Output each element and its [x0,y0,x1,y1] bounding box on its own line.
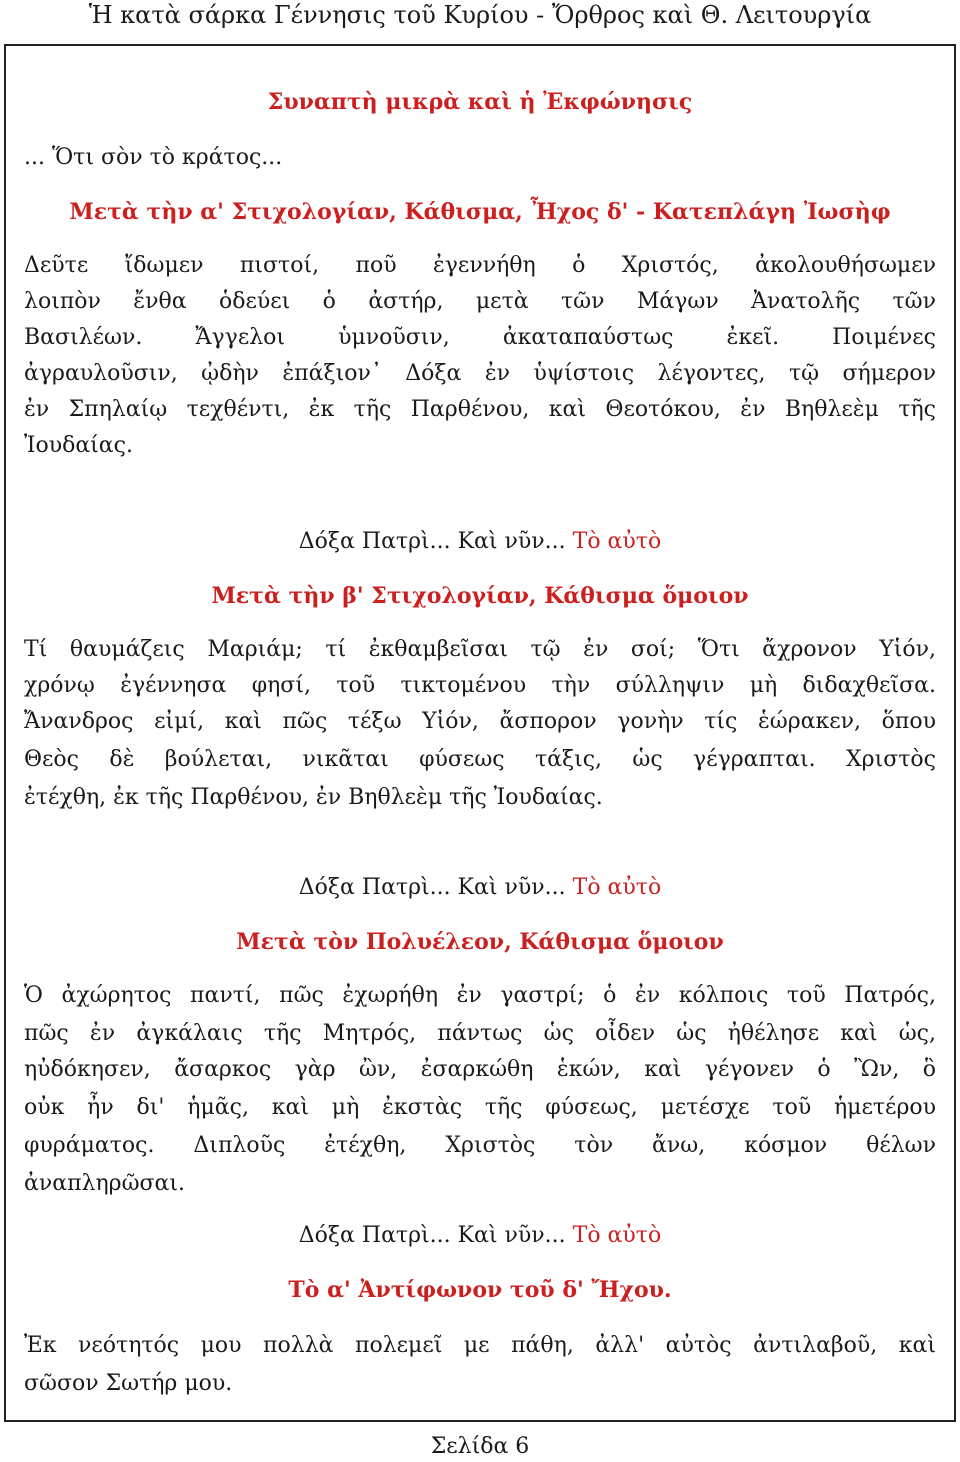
hymn-line: Ἐκ νεότητός μου πολλὰ πολεμεῖ με πάθη, ἀλλ' αὐτὸς ἀντιλαβοῦ, καὶ [24,1333,936,1358]
hymn-line: σῶσον Σωτήρ μου. [24,1371,233,1396]
section-heading-kathisma-1: Μετὰ τὴν α' Στιχολογίαν, Κάθισμα, Ἦχος δ' - Κατεπλάγη Ἰωσὴφ [69,199,891,225]
hymn-line: Τί θαυμάζεις Μαριάμ; τί ἐκθαμβεῖσαι τῷ ἐν σοί; Ὅτι ἄχρονον Υἱόν, [24,637,936,662]
hymn-line: Ὁ ἀχώρητος παντί, πῶς ἐχωρήθη ἐν γαστρί; ὁ ἐν κόλποις τοῦ Πατρός, [24,983,936,1008]
hymn-line: Θεὸς δὲ βούλεται, νικᾶται φύσεως τάξις, ὡς γέγραπται. Χριστὸς [24,747,936,772]
page-header [0,0,960,40]
doxa-rubric: Τὸ αὐτὸ [572,1223,662,1248]
doxa-rubric: Τὸ αὐτὸ [572,529,662,554]
hymn-line: πῶς ἐν ἀγκάλαις τῆς Μητρός, πάντως ὡς οἶδεν ὡς ἠθέλησε καὶ ὡς, [24,1021,936,1046]
doxa-line [0,1220,960,1252]
hymn-line: Ἄνανδρος εἰμί, καὶ πῶς τέξω Υἱόν, ἄσπορον γονὴν τίς ἑώρακεν, ὅπου [24,709,936,734]
hymn-line: ἐν Σπηλαίῳ τεχθέντι, ἐκ τῆς Παρθένου, καὶ Θεοτόκου, ἐν Βηθλεὲμ τῆς [24,397,936,422]
header-title: Ἡ κατὰ σάρκα Γέννησις τοῦ Κυρίου - Ὄρθρος καὶ Θ. Λειτουργία [88,1,872,29]
hymn-line: χρόνῳ ἐγέννησα φησί, τοῦ τικτομένου τὴν σύλληψιν μὴ διδαχθεῖσα. [24,673,936,698]
hymn-line: ἐτέχθη, ἐκ τῆς Παρθένου, ἐν Βηθλεὲμ τῆς Ἰουδαίας. [24,785,603,810]
hymn-line: ἀναπληρῶσαι. [24,1171,186,1196]
doxa-text: Δόξα Πατρὶ... Καὶ νῦν... [298,1223,566,1248]
section-heading-antiphon: Τὸ α' Ἀντίφωνον τοῦ δ' Ἤχου. [288,1277,672,1303]
hymn-line: φυράματος. Διπλοῦς ἐτέχθη, Χριστὸς τὸν ἄνω, κόσμον θέλων [24,1133,936,1158]
hymn-line: οὐκ ἦν δι' ἡμᾶς, καὶ μὴ ἐκστὰς τῆς φύσεως, μετέσχε τοῦ ἡμετέρου [24,1095,936,1120]
doxa-line [0,526,960,558]
hymn-line: Βασιλέων. Ἄγγελοι ὑμνοῦσιν, ἀκαταπαύστως ἐκεῖ. Ποιμένες [24,325,936,350]
hymn-line: λοιπὸν ἔνθα ὁδεύει ὁ ἀστήρ, μετὰ τῶν Μάγων Ἀνατολῆς τῶν [24,289,936,314]
hymn-line: Ἰουδαίας. [24,433,133,458]
section-heading-polyeleos: Μετὰ τὸν Πολυέλεον, Κάθισμα ὅμοιον [236,929,724,955]
page-footer [0,1434,960,1460]
section-heading-synapte: Συναπτὴ μικρὰ καὶ ἡ Ἐκφώνησις [267,89,693,115]
ekphonesis-text: ... Ὅτι σὸν τὸ κράτος... [24,145,283,170]
doxa-text: Δόξα Πατρὶ... Καὶ νῦν... [298,875,566,900]
page-number: Σελίδα 6 [430,1434,530,1459]
hymn-line: ηὐδόκησεν, ἄσαρκος γὰρ ὢν, ἐσαρκώθη ἑκών, καὶ γέγονεν ὁ Ὢν, ὃ [24,1057,936,1082]
doxa-line [0,872,960,904]
hymn-line: Δεῦτε ἴδωμεν πιστοί, ποῦ ἐγεννήθη ὁ Χριστός, ἀκολουθήσωμεν [24,253,936,278]
section-heading-kathisma-2: Μετὰ τὴν β' Στιχολογίαν, Κάθισμα ὅμοιον [211,583,749,609]
doxa-text: Δόξα Πατρὶ... Καὶ νῦν... [298,529,566,554]
hymn-line: ἀγραυλοῦσιν, ᾠδὴν ἐπάξιον᾽ Δόξα ἐν ὑψίστοις λέγοντες, τῷ σήμερον [24,361,936,386]
doxa-rubric: Τὸ αὐτὸ [572,875,662,900]
